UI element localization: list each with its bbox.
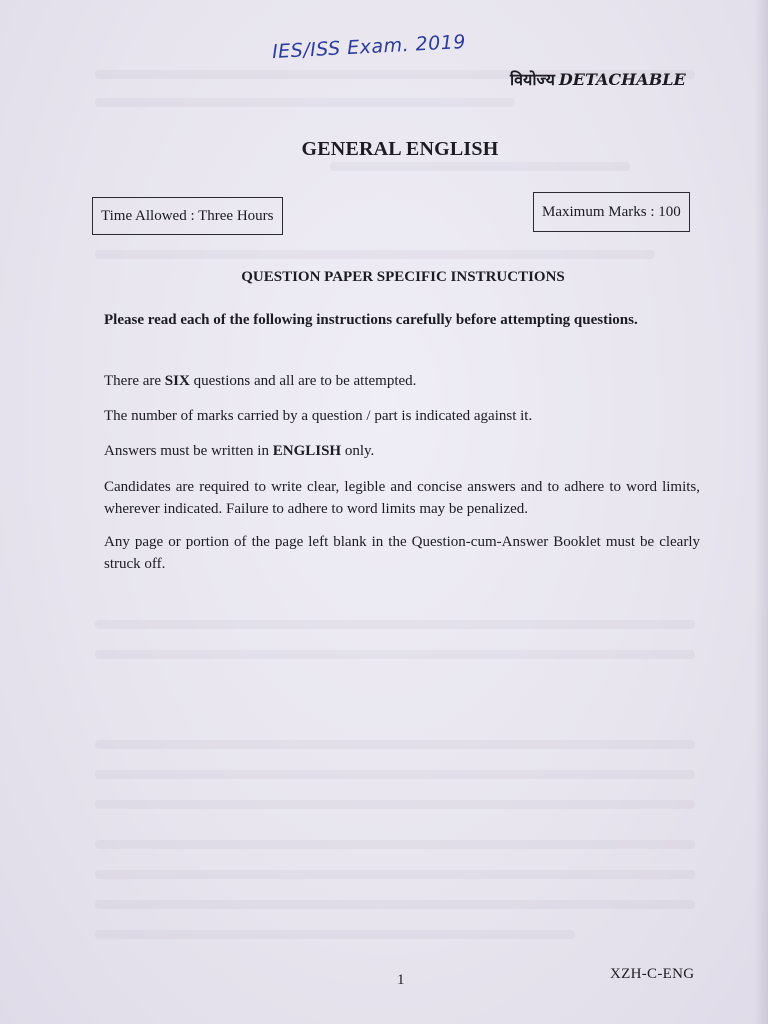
instruction-emphasis: ENGLISH (272, 443, 342, 459)
handwritten-note: IES/ISS Exam. 2019 (271, 30, 467, 64)
detachable-label (510, 68, 686, 90)
instruction-emphasis: SIX (164, 373, 190, 389)
instruction-candidates: Candidates are required to write clear, legible and concise answers and to adhere to word limits, wherever indicated. Failure to adhere to word limits may be penalized. (104, 479, 700, 517)
instruction-text: Answers must be written in (104, 443, 273, 459)
instruction-text: only. (341, 443, 375, 459)
instruction-text: There are (104, 373, 165, 389)
instruction-marks: The number of marks carried by a question / part is indicated against it. (104, 408, 533, 424)
bleed-through-line (95, 740, 695, 749)
instruction-six-questions (104, 370, 700, 392)
bleed-through-line (95, 770, 695, 779)
time-allowed-box: Time Allowed : Three Hours (92, 197, 283, 235)
instructions-heading: QUESTION PAPER SPECIFIC INSTRUCTIONS (241, 269, 565, 285)
paper-code: XZH-C-ENG (610, 966, 695, 982)
page-number: 1 (397, 972, 405, 988)
instruction-english (104, 440, 700, 462)
bleed-through-line (95, 620, 695, 629)
bleed-through-line (95, 930, 575, 939)
paper-title: GENERAL ENGLISH (301, 138, 499, 160)
bleed-through-line (95, 98, 515, 107)
bleed-through-line (95, 250, 655, 259)
bleed-through-line (95, 650, 695, 659)
bleed-through-line (95, 900, 695, 909)
instructions-intro: Please read each of the following instructions carefully before attempting questions. (104, 312, 638, 328)
bleed-through-line (95, 870, 695, 879)
bleed-through-line (330, 162, 630, 171)
instruction-blank-pages: Any page or portion of the page left blank in the Question-cum-Answer Booklet must be clearly struck off. (104, 534, 700, 572)
maximum-marks-box: Maximum Marks : 100 (533, 192, 690, 232)
bleed-through-line (95, 800, 695, 809)
english-detachable-label: DETACHABLE (558, 70, 686, 89)
instruction-text: questions and all are to be attempted. (189, 373, 417, 389)
bleed-through-line (95, 840, 695, 849)
hindi-detachable-label: वियोज्य (510, 70, 555, 89)
